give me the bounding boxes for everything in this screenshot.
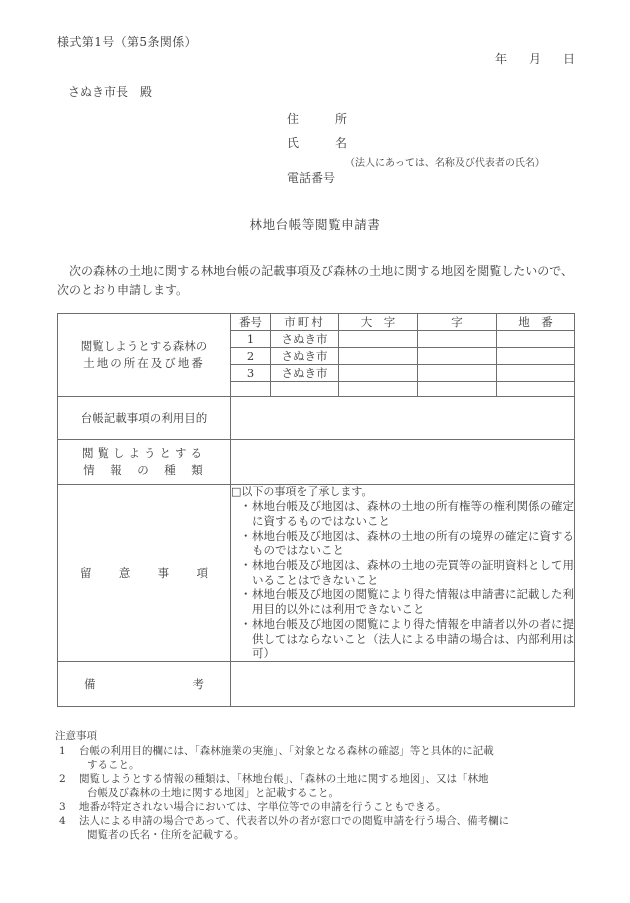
table-row <box>58 485 575 662</box>
cell-oaza[interactable] <box>339 365 418 382</box>
precautions-label-text <box>58 565 230 582</box>
date-month-label: 月 <box>528 52 541 66</box>
cell-chiban[interactable] <box>497 365 575 382</box>
precautions-label-char-1: 留 <box>80 565 92 580</box>
page-title: 林地台帳等閲覧申請書 <box>249 217 381 232</box>
footer-note-number: 1 <box>59 745 66 758</box>
lead-paragraph: 次の森林の土地に関する林地台帳の記載事項及び森林の土地に関する地図を閲覧したいので、次のとおり申請します。 <box>57 264 573 297</box>
footer-note-cont: 台帳及び森林の土地に関する地図」と記載すること。 <box>87 787 339 800</box>
remarks-value[interactable] <box>231 661 575 706</box>
location-row-label <box>58 314 231 397</box>
cell-city[interactable]: さぬき市 <box>271 365 339 382</box>
footer-note-4 <box>55 814 580 842</box>
precautions-content <box>231 485 575 662</box>
applicant-name-label: 氏 名 <box>287 136 348 150</box>
footer-title: 注意事項 <box>55 730 97 742</box>
table-row <box>58 314 575 331</box>
precautions-list <box>231 499 574 661</box>
form-number: 様式第1号（第5条関係） <box>57 35 198 49</box>
addressee: さぬき市長 殿 <box>68 85 153 99</box>
precautions-label-char-3: 事 <box>157 565 170 580</box>
precautions-label-char-2: 意 <box>118 565 131 580</box>
cell-aza[interactable] <box>418 348 497 365</box>
infotype-label-line2: 情 報 の 種 類 <box>83 463 205 477</box>
footer-note-text <box>75 772 580 800</box>
column-header-chiban: 地 番 <box>497 314 575 331</box>
applicant-block <box>287 110 545 186</box>
column-header-no: 番号 <box>231 314 271 331</box>
list-item: ・ 林地台帳及び地図は、森林の土地の所有の境界の確定に資するものではないこと <box>241 529 574 558</box>
cell-no[interactable] <box>231 382 271 397</box>
footer-note-number: 3 <box>59 801 66 814</box>
footer-note-1 <box>55 744 580 772</box>
cell-city[interactable] <box>271 382 339 397</box>
list-item: ・ 林地台帳及び地図は、森林の土地の所有権等の権利関係の確定に資するものではないこと <box>241 499 574 528</box>
footer-note-main: 地番が特定されない場合においては、字単位等での申請を行うこともできる。 <box>79 801 447 814</box>
column-header-oaza: 大 字 <box>339 314 418 331</box>
date-year-label: 年 <box>494 52 507 66</box>
location-row-label-line2: 土地の所在及び地番 <box>83 356 205 370</box>
acknowledge-checkbox-line[interactable]: □以下の事項を了承します。 <box>231 485 373 498</box>
footer-note-2 <box>55 772 580 800</box>
list-item: ・ 林地台帳及び地図は、森林の土地の売買等の証明資料として用いることはできないこと <box>241 558 574 587</box>
cell-city[interactable]: さぬき市 <box>271 348 339 365</box>
cell-oaza[interactable] <box>339 331 418 348</box>
column-header-city: 市町村 <box>271 314 339 331</box>
list-item: ・ 林地台帳及び地図の閲覧により得た情報は申請書に記載した利用目的以外には利用できないこと <box>241 587 574 616</box>
location-row-label-line1: 閲覧しようとする森林の <box>80 339 208 354</box>
cell-aza[interactable] <box>418 331 497 348</box>
cell-chiban[interactable] <box>497 382 575 397</box>
date-line <box>495 50 575 67</box>
column-header-aza: 字 <box>418 314 497 331</box>
infotype-value[interactable] <box>231 440 575 485</box>
cell-aza[interactable] <box>418 382 497 397</box>
table-row <box>58 397 575 440</box>
footer-note-main: 法人による申請の場合であって、代表者以外の者が窓口での閲覧申請を行う場合、備考欄に <box>79 815 510 828</box>
footer-note-main: 台帳の利用目的欄には、「森林施業の実施」、「対象となる森林の確認」等と具体的に記載 <box>79 745 494 758</box>
cell-no[interactable]: 1 <box>231 331 271 348</box>
cell-no[interactable]: 3 <box>231 365 271 382</box>
precautions-label-char-4: 項 <box>196 565 208 580</box>
infotype-label <box>58 440 231 485</box>
cell-chiban[interactable] <box>497 348 575 365</box>
purpose-value[interactable] <box>231 397 575 440</box>
footer-note-text <box>75 814 580 842</box>
remarks-label-char-2: 考 <box>192 676 204 691</box>
cell-aza[interactable] <box>418 365 497 382</box>
infotype-label-line1: 閲覧しようとする <box>82 446 206 461</box>
list-item: ・ 林地台帳及び地図の閲覧により得た情報を申請者以外の者に提供してはならないこと（法人による申請の場合は、内部利用は可） <box>241 617 574 661</box>
applicant-name-row <box>287 134 545 158</box>
application-table <box>57 313 575 707</box>
cell-oaza[interactable] <box>339 348 418 365</box>
remarks-label-char-1: 備 <box>84 676 96 691</box>
table-row <box>58 440 575 485</box>
footer-notes <box>55 729 580 843</box>
footer-note-cont: 閲覧者の氏名・住所を記載する。 <box>87 829 245 842</box>
footer-note-3 <box>55 800 580 814</box>
applicant-address-label: 住 所 <box>287 112 348 126</box>
cell-chiban[interactable] <box>497 331 575 348</box>
remarks-label-text <box>58 676 230 693</box>
date-day-label: 日 <box>562 52 575 66</box>
footer-note-number: 4 <box>59 815 66 828</box>
footer-note-main: 閲覧しようとする情報の種類は、「林地台帳」、「森林の土地に関する地図」、又は「林地 <box>79 773 489 786</box>
footer-note-cont: すること。 <box>87 759 140 772</box>
precautions-label <box>58 485 231 662</box>
applicant-address-row <box>287 110 545 134</box>
applicant-name-note: （法人にあっては、名称及び代表者の氏名） <box>345 158 545 169</box>
footer-note-text <box>75 744 580 772</box>
cell-no[interactable]: 2 <box>231 348 271 365</box>
purpose-label: 台帳記載事項の利用目的 <box>58 397 231 440</box>
cell-city[interactable]: さぬき市 <box>271 331 339 348</box>
remarks-label <box>58 661 231 706</box>
footer-note-number: 2 <box>59 773 66 786</box>
table-row <box>58 661 575 706</box>
footer-note-text <box>75 800 580 814</box>
applicant-phone-label: 電話番号 <box>287 171 336 185</box>
cell-oaza[interactable] <box>339 382 418 397</box>
